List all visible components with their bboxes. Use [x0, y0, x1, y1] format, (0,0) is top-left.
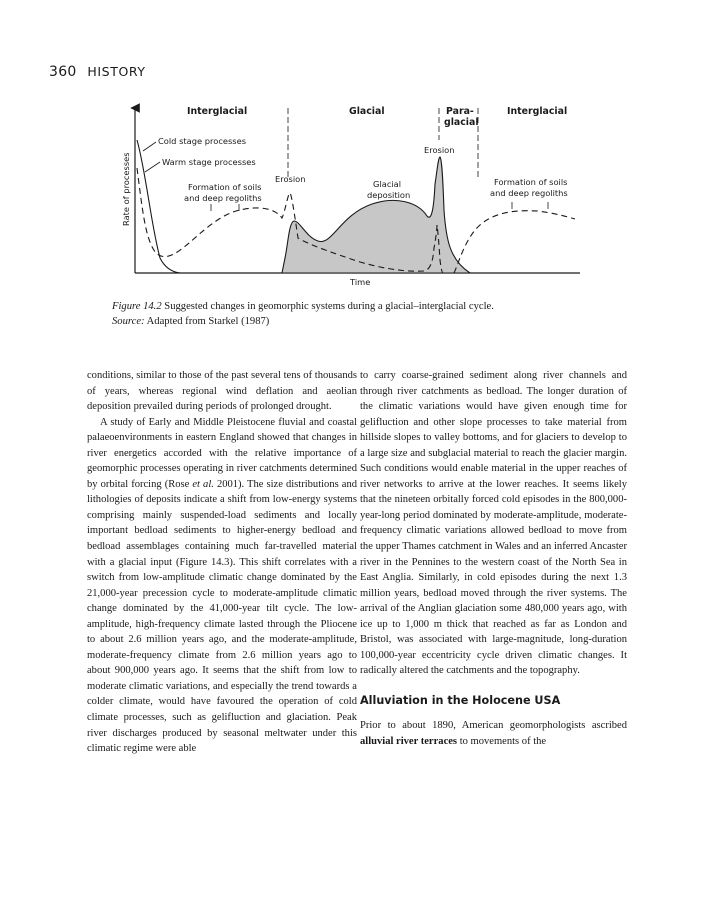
- figure-caption: [112, 299, 632, 329]
- period-paraglacial-line1: Para-: [446, 106, 474, 117]
- paragraph: [87, 415, 357, 757]
- annotation-soils-right-1: Formation of soils: [494, 177, 568, 187]
- annotation-glacial-deposition-2: deposition: [367, 190, 411, 200]
- paragraph-text: A study of Early and Middle Pleistocene fluvial and coastal palaeoenvironments in eastern England showed that changes in river energetics accorded with the relative importance of geomorphic processes operating in river catchments determined by orbital forcing (Rose: [87, 416, 357, 490]
- period-interglacial-1: Interglacial: [187, 106, 248, 117]
- caption-source-line: [112, 314, 632, 329]
- paragraph-text: 2001). The size distributions and lithologies of deposits indicate a shift from low-energy systems comprising mainly suspended-load sediments and locally important bedload sediments to higher-energy bedload and bedload assemblages containing much far-travelled material with a glacial input (Figure 14.3). This shift correlates with a switch from low-amplitude climatic change dominated by the 21,000-year precession cycle to moderate-amplitude climatic change dominated by the 41,000-year tilt cycle. The low-amplitude, high-frequency climate lasted through the Pliocene to about 2.6 million years ago, and the moderate-amplitude, moderate-frequency climate from 2.6 million years ago to about 900,000 years ago. It seems that the shift from low to moderate climatic variations, and especially the trend towards a colder climate, would have favoured the operation of cold climate processes, such as gelifluction and glaciation. Peak river discharges produced by seasonal meltwater under this climatic regime were able: [87, 478, 357, 755]
- citation-et-al: et al.: [192, 478, 214, 490]
- period-glacial: Glacial: [349, 106, 385, 117]
- text-column-left: [87, 368, 357, 757]
- paragraph: to carry coarse-grained sediment along river channels and through river catchments as bedload. The longer duration of the climatic variations would have given enough time for gelifluction and other slope processes to take material from hillside slopes to valley bottoms, and for glaciers to develop to a large size and subglacial material to reach the glacier margin. Such conditions would enable material in the upper reaches of river networks to arrive at the lower reaches. It seems likely that the nineteen orbitally forced cold episodes in the 800,000-year-long period dominated by moderate-amplitude, moderate-frequency climatic variations allowed bedload to move from the upper Thames catchment in Wales and an inferred Ancaster river in the Pennines to the western coast of the North Sea in East Anglia. Similarly, in cold episodes during the next 1.3 million years, bedload moved through the river systems. The arrival of the Anglian glaciation some 480,000 years ago, with ice up to 1,000 m thick that reached as far as London and Bristol, was associated with large-magnitude, long-duration 100,000-year eccentricity cycle driven climatic changes. It radically altered the catchments and the topography.: [360, 370, 627, 677]
- paragraph: [360, 718, 627, 749]
- figure-glacial-cycle-diagram: [0, 0, 710, 340]
- legend-cold-stage: Cold stage processes: [158, 136, 247, 146]
- caption-line: [112, 299, 632, 314]
- annotation-soils-left-2: and deep regoliths: [184, 193, 262, 203]
- page-number: 360: [49, 64, 77, 80]
- caption-figure-id: Figure 14.2: [112, 301, 162, 312]
- key-term: alluvial river terraces: [360, 736, 458, 748]
- caption-figure-text: Suggested changes in geomorphic systems during a glacial–interglacial cycle.: [164, 301, 494, 312]
- warm-label-leader: [145, 162, 160, 172]
- y-axis-label: Rate of processes: [121, 152, 131, 226]
- paragraph: conditions, similar to those of the past several tens of thousands of years, whereas regional wind deflation and aeolian deposition prevailed during periods of prolonged drought.: [87, 370, 357, 413]
- annotation-glacial-deposition-1: Glacial: [373, 179, 402, 189]
- text-column-right: [360, 368, 627, 750]
- caption-source-text: Adapted from Starkel (1987): [146, 316, 270, 327]
- x-axis-label: Time: [350, 277, 371, 287]
- legend-warm-stage: Warm stage processes: [162, 157, 256, 167]
- period-paraglacial-line2: glacial: [444, 117, 479, 128]
- caption-source-id: Source:: [112, 316, 145, 327]
- period-interglacial-2: Interglacial: [507, 106, 568, 117]
- paragraph-text: Prior to about 1890, American geomorphologists ascribed: [360, 720, 627, 732]
- annotation-erosion-2: Erosion: [424, 145, 455, 155]
- warm-stage-curve-2: [454, 211, 575, 273]
- cold-label-leader: [143, 142, 156, 151]
- annotation-soils-left-1: Formation of soils: [188, 182, 262, 192]
- section-title: HISTORY: [87, 64, 146, 79]
- annotation-soils-right-2: and deep regoliths: [490, 188, 568, 198]
- paragraph-text: to movements of the: [459, 736, 547, 748]
- section-heading: Alluviation in the Holocene USA: [360, 693, 561, 707]
- cold-stage-area: [282, 157, 470, 273]
- annotation-erosion-1: Erosion: [275, 174, 306, 184]
